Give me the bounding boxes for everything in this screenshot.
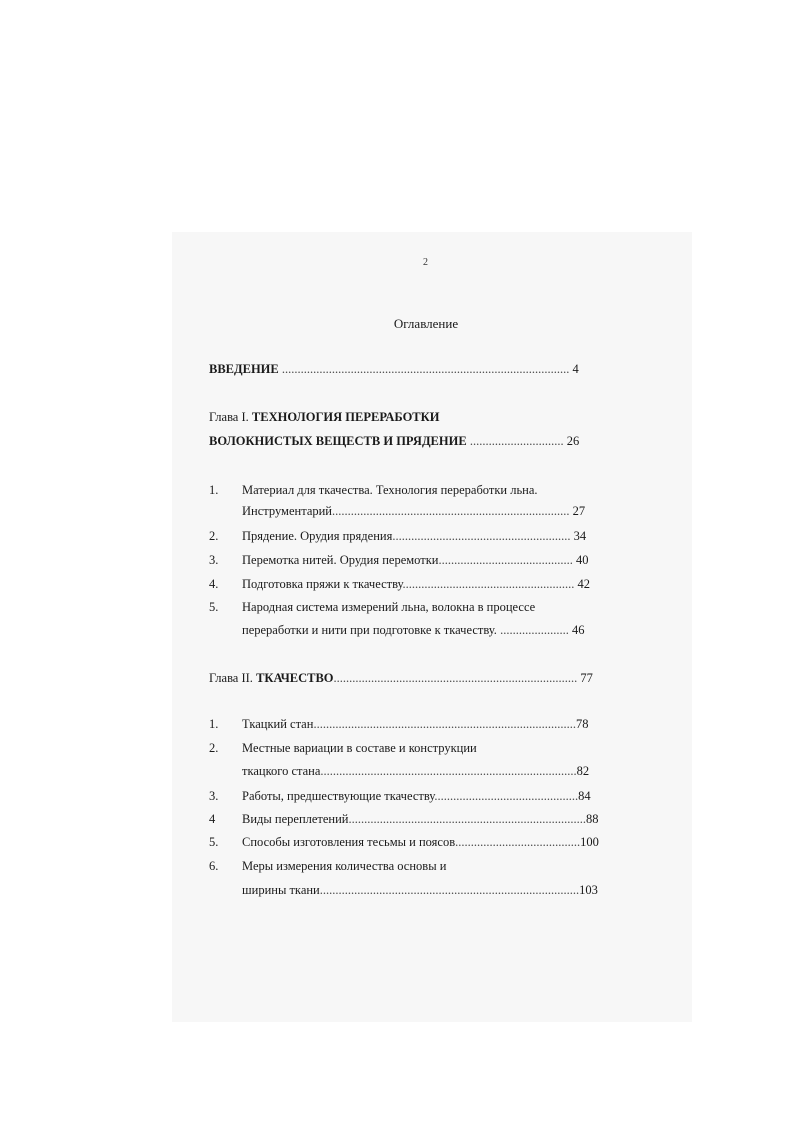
ch2-item-4 <box>242 811 599 827</box>
ch2-item-number: 5. <box>209 835 219 849</box>
ch2-item-2-line1: Местные вариации в составе и конструкции <box>242 741 477 755</box>
ch2-item-5-text: Способы изготовления тесьмы и поясов <box>242 835 456 849</box>
chapter1-prefix: Глава I. <box>209 410 252 424</box>
toc-entry-intro <box>209 361 579 377</box>
ch2-item-4-page: 88 <box>586 812 599 826</box>
intro-dots: ............................................................................................ <box>278 362 570 376</box>
ch1-item-3-dots: ........................................... <box>438 553 573 567</box>
ch1-item-5-dots: ...................... <box>496 623 569 637</box>
ch2-item-number: 3. <box>209 789 219 803</box>
ch2-item-4-text: Виды переплетений <box>242 812 349 826</box>
ch2-item-1 <box>242 716 588 732</box>
ch2-item-3-dots: .............................................. <box>434 789 579 803</box>
chapter2-dots: .............................................................................. <box>333 671 578 685</box>
ch2-item-3-page: 84 <box>578 789 591 803</box>
ch1-item-4-dots: ....................................................... <box>402 577 575 591</box>
chapter1-heading-line2 <box>209 433 579 449</box>
ch2-item-6-dots: ................................................................................... <box>319 883 580 897</box>
chapter1-title-line2: ВОЛОКНИСТЫХ ВЕЩЕСТВ И ПРЯДЕНИЕ <box>209 434 467 448</box>
intro-title: ВВЕДЕНИЕ <box>209 362 279 376</box>
ch1-item-number: 5. <box>209 600 219 614</box>
chapter2-prefix: Глава II. <box>209 671 257 685</box>
ch1-item-2-page: 34 <box>570 529 587 543</box>
ch1-item-5-page: 46 <box>568 623 585 637</box>
ch2-item-6-line2 <box>242 882 598 898</box>
ch1-item-5-text: переработки и нити при подготовке к ткачеству. <box>242 623 497 637</box>
ch1-item-2 <box>242 528 586 544</box>
ch1-item-4 <box>242 576 590 592</box>
ch2-item-5-page: 100 <box>580 835 599 849</box>
ch2-item-number: 6. <box>209 859 219 873</box>
chapter1-dots: .............................. <box>466 434 564 448</box>
chapter1-page: 26 <box>563 434 580 448</box>
ch2-item-5-dots: ........................................ <box>455 835 581 849</box>
ch1-item-5-line1: Народная система измерений льна, волокна в процессе <box>242 600 536 614</box>
ch1-item-5-line2 <box>242 622 584 638</box>
page-number: 2 <box>423 257 428 268</box>
ch1-item-2-text: Прядение. Орудия прядения <box>242 529 393 543</box>
ch1-item-3-text: Перемотка нитей. Орудия перемотки <box>242 553 439 567</box>
ch1-item-1-page: 27 <box>569 504 586 518</box>
chapter2-heading <box>209 670 593 686</box>
intro-page: 4 <box>569 362 579 376</box>
ch1-item-2-dots: ......................................................... <box>392 529 571 543</box>
ch2-item-1-page: 78 <box>575 717 589 731</box>
ch2-item-1-dots: .................................................................................... <box>313 717 576 731</box>
ch2-item-6-line1: Меры измерения количества основы и <box>242 859 447 873</box>
ch1-item-1-line2 <box>242 503 585 519</box>
ch2-item-5 <box>242 834 599 850</box>
ch2-item-3-text: Работы, предшествующие ткачеству <box>242 789 435 803</box>
ch1-item-4-text: Подготовка пряжи к ткачеству <box>242 577 403 591</box>
chapter2-title: ТКАЧЕСТВО <box>256 671 334 685</box>
ch2-item-number: 2. <box>209 741 219 755</box>
ch1-item-3 <box>242 552 588 568</box>
chapter2-page: 77 <box>577 671 593 685</box>
ch2-item-1-text: Ткацкий стан <box>242 717 314 731</box>
ch2-item-4-dots: ............................................................................ <box>348 812 587 826</box>
ch1-item-1-dots: ............................................................................ <box>332 504 570 518</box>
ch2-item-number: 4 <box>209 812 216 826</box>
ch2-item-2-text: ткацкого стана <box>242 764 321 778</box>
ch1-item-number: 1. <box>209 483 219 497</box>
ch2-item-6-text: ширины ткани <box>242 883 320 897</box>
ch2-item-3 <box>242 788 591 804</box>
chapter1-title-line1: ТЕХНОЛОГИЯ ПЕРЕРАБОТКИ <box>251 410 440 424</box>
ch2-item-number: 1. <box>209 717 219 731</box>
ch2-item-2-line2 <box>242 763 589 779</box>
ch1-item-number: 2. <box>209 529 219 543</box>
ch2-item-6-page: 103 <box>579 883 598 897</box>
chapter1-heading-line1 <box>209 409 439 425</box>
ch1-item-number: 4. <box>209 577 219 591</box>
ch1-item-1-line1: Материал для ткачества. Технология переработки льна. <box>242 483 538 497</box>
ch1-item-3-page: 40 <box>572 553 589 567</box>
ch2-item-2-dots: .................................................................................. <box>320 764 577 778</box>
ch1-item-1-text: Инструментарий <box>242 504 332 518</box>
ch1-item-number: 3. <box>209 553 219 567</box>
toc-title: Оглавление <box>393 316 459 331</box>
ch2-item-2-page: 82 <box>576 764 590 778</box>
ch1-item-4-page: 42 <box>574 577 591 591</box>
